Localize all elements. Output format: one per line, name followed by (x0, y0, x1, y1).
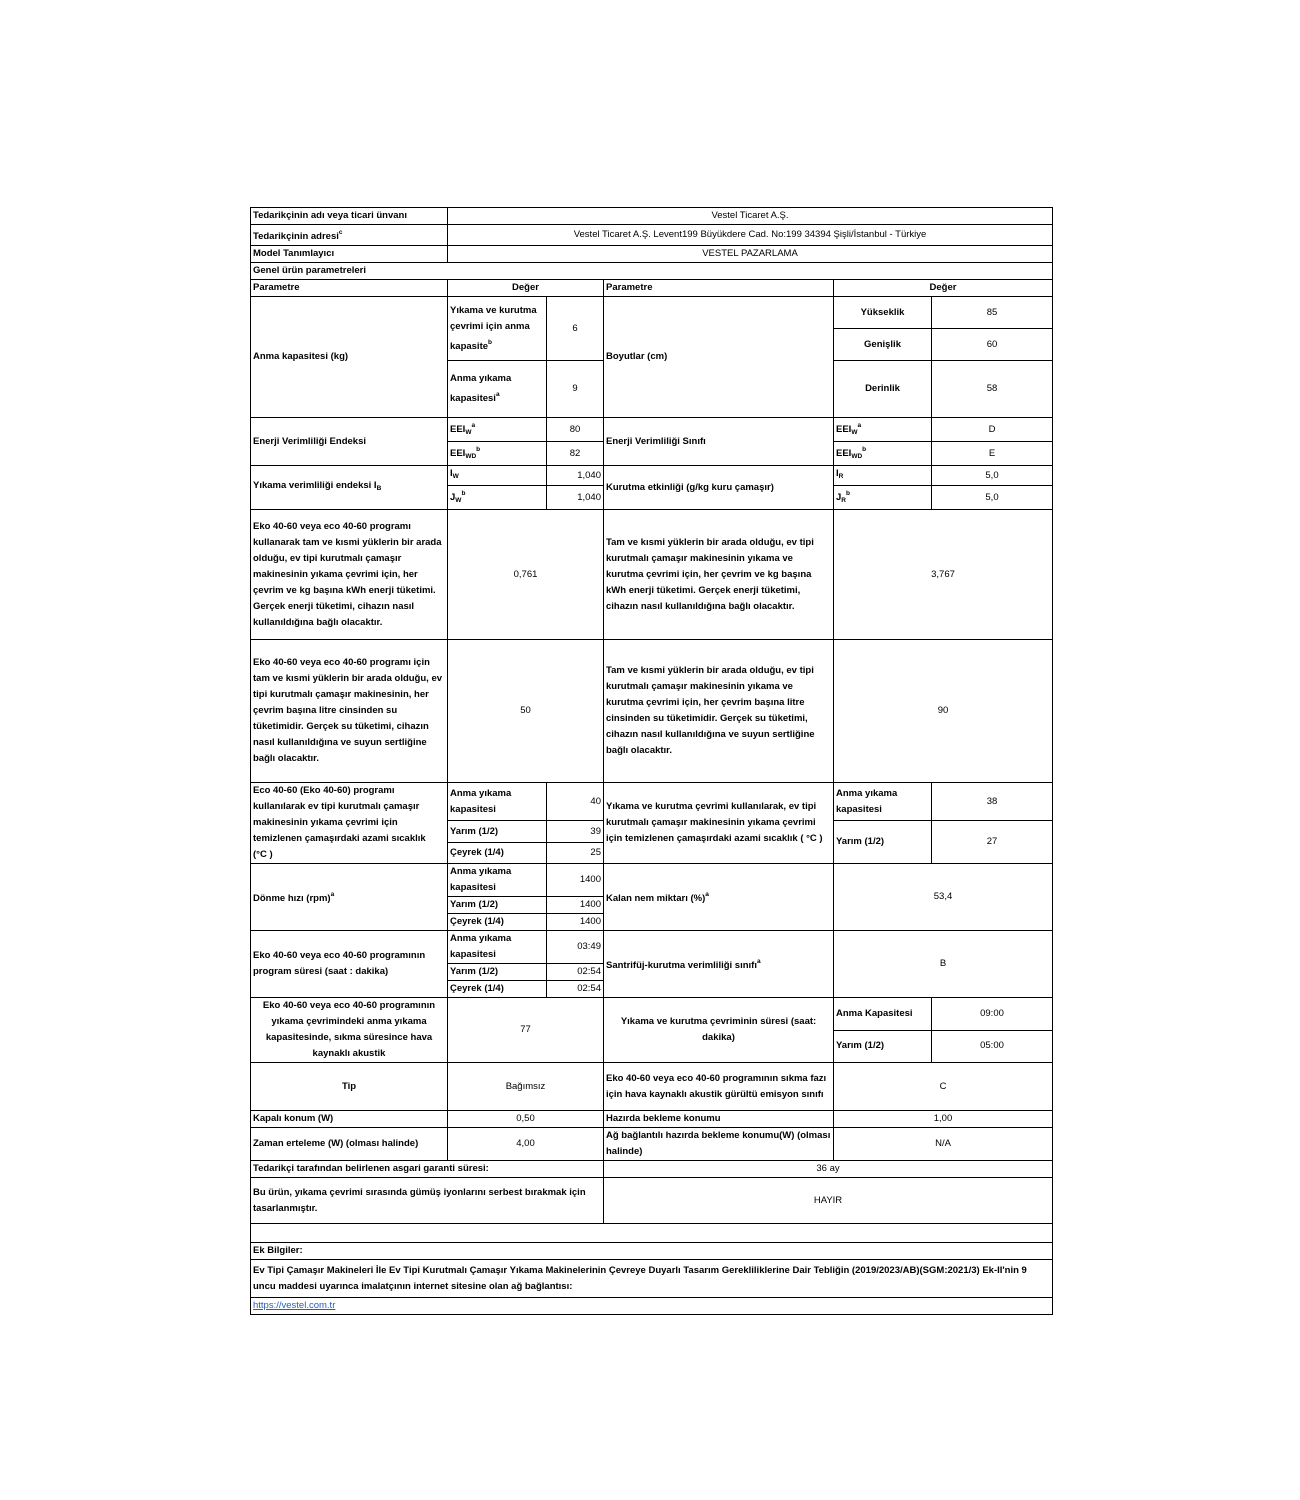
water-wash-label: Eko 40-60 veya eco 40-60 programı için tam ve kısmi yüklerin bir arada olduğu, ev tipi kurutmalı çamaşır makinesinin, her çevrim başına litre cinsinden su tüketimidir. Gerçek su tüketimi, cihazın nasıl kullanıldığına ve suyun sertliğine bağlı olacaktır. (251, 640, 448, 783)
noise-label: Eko 40-60 veya eco 40-60 programının yıkama çevrimindeki anma yıkama kapasitesinde, sıkma süresince hava kaynaklı akustik (251, 998, 448, 1063)
duration-rated-label: Anma yıkama kapasitesi (448, 931, 547, 964)
energy-wash-value: 0,761 (448, 510, 604, 640)
eei-w-value: 80 (547, 418, 604, 442)
dry-eff-ir-label: $I_R$ (834, 466, 932, 486)
dry-eff-ir-value: 5,0 (932, 466, 1053, 486)
duration-half-value: 02:54 (547, 964, 604, 981)
spin-class-label: Santrifüj-kurutma verimliliği sınıfı$^a$ (604, 931, 834, 998)
model-value: VESTEL PAZARLAMA (448, 246, 1053, 263)
wash-eff-iw-value: 1,040 (547, 466, 604, 486)
product-info-sheet (250, 207, 1052, 1315)
product-info-table (250, 207, 1053, 1315)
header-value-right: Değer (834, 280, 1053, 297)
water-wash-dry-label: Tam ve kısmi yüklerin bir arada olduğu, ev tipi kurutmalı çamaşır makinesinin yıkama ve kurutma çevrimi için, her çevrim başına litre cinsinden su tüketimidir. Gerçek su tüketimi, cihazın nasıl kullanıldığına ve suyun sertliğine bağlı olacaktır. (604, 640, 834, 783)
wash-eff-jw-value: 1,040 (547, 486, 604, 510)
network-standby-value: N/A (834, 1128, 1053, 1161)
supplier-name-value: Vestel Ticaret A.Ş. (448, 208, 1053, 225)
delay-start-label: Zaman erteleme (W) (olması halinde) (251, 1128, 448, 1161)
depth-label: Derinlik (834, 361, 932, 418)
spin-rated-value: 1400 (547, 864, 604, 897)
width-value: 60 (932, 329, 1053, 361)
spin-quarter-label: Çeyrek (1/4) (448, 914, 547, 931)
extra-info-text: Ev Tipi Çamaşır Makineleri İle Ev Tipi Kurutmalı Çamaşır Yıkama Makinelerinin Çevreye Duyarlı Tasarım Gerekliliklerine Dair Tebliğin (2019/2023/AB)(SGM:2021/3) Ek-II'nin 9 uncu maddesi uyarınca imalatçının internet sitesine olan ağ bağlantısı: (251, 1260, 1053, 1298)
wd-duration-half-value: 05:00 (932, 1030, 1053, 1063)
wash-eff-label: Yıkama verimliliği endeksi $I_B$ (251, 466, 448, 510)
extra-info-label: Ek Bilgiler: (251, 1243, 1053, 1260)
wd-duration-rated-value: 09:00 (932, 998, 1053, 1031)
manufacturer-link-cell (251, 1298, 1053, 1315)
capacity-wash-label: Anma yıkama kapasitesi$^a$ (448, 361, 547, 418)
height-value: 85 (932, 297, 1053, 329)
wd-duration-label: Yıkama ve kurutma çevriminin süresi (saat: dakika) (604, 998, 834, 1063)
network-standby-label: Ağ bağlantılı hazırda bekleme konumu(W) (olması halinde) (604, 1128, 834, 1161)
noise-value: 77 (448, 998, 604, 1063)
capacity-wash-value: 9 (547, 361, 604, 418)
temp-wash-label: Eco 40-60 (Eko 40-60) programı kullanılarak ev tipi kurutmalı çamaşır makinesinin yıkama çevrimi için temizlenen çamaşırdaki azami sıcaklık (°C ) (251, 783, 448, 864)
wash-eff-iw-label: $I_W$ (448, 466, 547, 486)
type-label: Tip (251, 1063, 448, 1111)
duration-rated-value: 03:49 (547, 931, 604, 964)
model-label: Model Tanımlayıcı (251, 246, 448, 263)
supplier-address-value: Vestel Ticaret A.Ş. Levent199 Büyükdere Cad. No:199 34394 Şişli/İstanbul - Türkiye (448, 225, 1053, 246)
depth-value: 58 (932, 361, 1053, 418)
header-param-left: Parametre (251, 280, 448, 297)
wash-eff-jw-label: $J_W^b$ (448, 486, 547, 510)
temp-r-rated-label: Anma yıkama kapasitesi (834, 783, 932, 821)
temp-r-half-value: 27 (932, 821, 1053, 864)
eec-wd-value: E (932, 442, 1053, 466)
dry-eff-jr-label: $J_R^b$ (834, 486, 932, 510)
temp-rated-label: Anma yıkama kapasitesi (448, 783, 547, 821)
spin-half-value: 1400 (547, 897, 604, 914)
duration-half-label: Yarım (1/2) (448, 964, 547, 981)
silver-ion-value: HAYIR (604, 1178, 1053, 1224)
duration-quarter-value: 02:54 (547, 981, 604, 998)
temp-r-rated-value: 38 (932, 783, 1053, 821)
header-param-right: Parametre (604, 280, 834, 297)
off-mode-value: 0,50 (448, 1111, 604, 1128)
standby-value: 1,00 (834, 1111, 1053, 1128)
eec-w-value: D (932, 418, 1053, 442)
capacity-wash-dry-label: Yıkama ve kurutma çevrimi için anma kapasite$^b$ (448, 297, 547, 361)
temp-rated-value: 40 (547, 783, 604, 821)
eec-wd-label: $EEI_{WD}^b$ (834, 442, 932, 466)
temp-r-half-label: Yarım (1/2) (834, 821, 932, 864)
temp-half-label: Yarım (1/2) (448, 821, 547, 843)
duration-quarter-label: Çeyrek (1/4) (448, 981, 547, 998)
duration-label: Eko 40-60 veya eco 40-60 programının program süresi (saat : dakika) (251, 931, 448, 998)
eei-label: Enerji Verimliliği Endeksi (251, 418, 448, 466)
spin-label: Dönme hızı (rpm)$^a$ (251, 864, 448, 931)
dimensions-label: Boyutlar (cm) (604, 297, 834, 418)
dry-eff-label: Kurutma etkinliği (g/kg kuru çamaşır) (604, 466, 834, 510)
spin-quarter-value: 1400 (547, 914, 604, 931)
eec-label: Enerji Verimliliği Sınıfı (604, 418, 834, 466)
type-value: Bağımsız (448, 1063, 604, 1111)
warranty-label: Tedarikçi tarafından belirlenen asgari garanti süresi: (251, 1161, 604, 1178)
water-wash-value: 50 (448, 640, 604, 783)
temp-half-value: 39 (547, 821, 604, 843)
header-value-left: Değer (448, 280, 604, 297)
eei-wd-value: 82 (547, 442, 604, 466)
capacity-label: Anma kapasitesi (kg) (251, 297, 448, 418)
water-wash-dry-value: 90 (834, 640, 1053, 783)
spin-class-value: B (834, 931, 1053, 998)
off-mode-label: Kapalı konum (W) (251, 1111, 448, 1128)
supplier-address-label: Tedarikçinin adresi$^c$ (251, 225, 448, 246)
eei-wd-label: $EEI_{WD}^b$ (448, 442, 547, 466)
noise-class-value: C (834, 1063, 1053, 1111)
height-label: Yükseklik (834, 297, 932, 329)
standby-label: Hazırda bekleme konumu (604, 1111, 834, 1128)
energy-wash-dry-label: Tam ve kısmi yüklerin bir arada olduğu, ev tipi kurutmalı çamaşır makinesinin yıkama ve kurutma çevrimi için, her çevrim ve kg başına kWh enerji tüketimi. Gerçek enerji tüketimi, cihazın nasıl kullanıldığına bağlı olacaktır. (604, 510, 834, 640)
spin-half-label: Yarım (1/2) (448, 897, 547, 914)
temp-wash-dry-label: Yıkama ve kurutma çevrimi kullanılarak, ev tipi kurutmalı çamaşır makinesinin yıkama çevrimi için temizlenen çamaşırdaki azami sıcaklık ( °C ) (604, 783, 834, 864)
moisture-label: Kalan nem miktarı (%)$^a$ (604, 864, 834, 931)
moisture-value: 53,4 (834, 864, 1053, 931)
energy-wash-dry-value: 3,767 (834, 510, 1053, 640)
warranty-value: 36 ay (604, 1161, 1053, 1178)
temp-quarter-value: 25 (547, 843, 604, 864)
temp-quarter-label: Çeyrek (1/4) (448, 843, 547, 864)
dry-eff-jr-value: 5,0 (932, 486, 1053, 510)
eei-w-label: $EEI_W^a$ (448, 418, 547, 442)
width-label: Genişlik (834, 329, 932, 361)
wd-duration-rated-label: Anma Kapasitesi (834, 998, 932, 1031)
capacity-wash-dry-value: 6 (547, 297, 604, 361)
blank-row (251, 1224, 1053, 1243)
supplier-name-label: Tedarikçinin adı veya ticari ünvanı (251, 208, 448, 225)
wd-duration-half-label: Yarım (1/2) (834, 1030, 932, 1063)
manufacturer-link[interactable]: https://vestel.com.tr (253, 1300, 336, 1311)
silver-ion-label: Bu ürün, yıkama çevrimi sırasında gümüş iyonlarını serbest bırakmak için tasarlanmıştır. (251, 1178, 604, 1224)
general-params-label: Genel ürün parametreleri (251, 263, 1053, 280)
energy-wash-label: Eko 40-60 veya eco 40-60 programı kullanarak tam ve kısmi yüklerin bir arada olduğu, ev tipi kurutmalı çamaşır makinesinin yıkama çevrimi için, her çevrim ve kg başına kWh enerji tüketimi. Gerçek enerji tüketimi, cihazın nasıl kullanıldığına bağlı olacaktır. (251, 510, 448, 640)
spin-rated-label: Anma yıkama kapasitesi (448, 864, 547, 897)
noise-class-label: Eko 40-60 veya eco 40-60 programının sıkma fazı için hava kaynaklı akustik gürültü emisyon sınıfı (604, 1063, 834, 1111)
delay-start-value: 4,00 (448, 1128, 604, 1161)
eec-w-label: $EEI_W^a$ (834, 418, 932, 442)
